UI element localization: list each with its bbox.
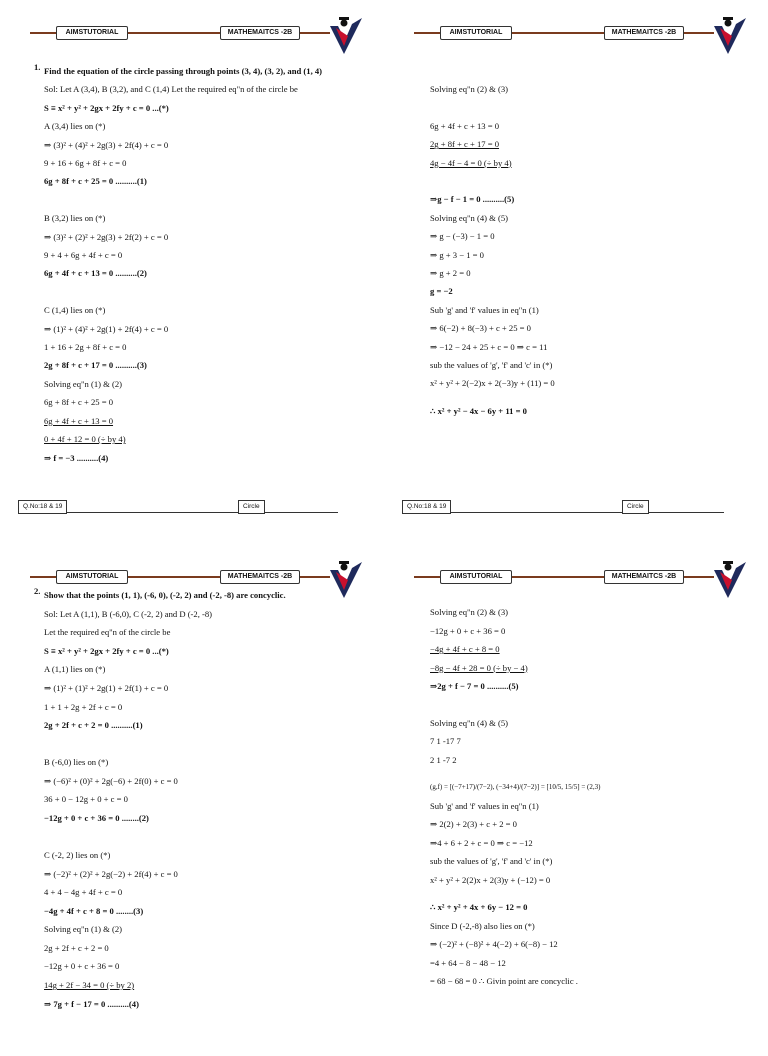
q1-left-line: ⇒ (3)² + (4)² + 2g(3) + 2f(4) + c = 0 bbox=[44, 139, 169, 150]
q2-right-line: =4 + 64 − 8 − 48 − 12 bbox=[430, 957, 506, 968]
q2-left-line: Sol: Let A (1,1), B (-6,0), C (-2, 2) and D (-2, -8) bbox=[44, 608, 213, 619]
q1-right-line: 2g + 8f + c + 17 = 0 bbox=[430, 139, 500, 150]
q1-right-line: Sub 'g' and 'f' values in eq"n (1) bbox=[430, 304, 539, 315]
q2-left-line: Let the required eq"n of the circle be bbox=[44, 627, 171, 638]
q1-left-line: 6g + 4f + c + 13 = 0 ..........(2) bbox=[44, 268, 147, 279]
header-badge-subject: MATHEMAITCS -2B bbox=[604, 26, 684, 40]
q2-right-line: (g,f) = [(−7+17)/(7−2), (−34+4)/(7−2)] = [10/5, 15/5] = (2,3) bbox=[430, 783, 601, 792]
q2-left-line: −4g + 4f + c + 8 = 0 ........(3) bbox=[44, 905, 144, 916]
q2-right-line: ⇒ 2(2) + 2(3) + c + 2 = 0 bbox=[430, 819, 517, 830]
q1-right-line: 6g + 4f + c + 13 = 0 bbox=[430, 120, 500, 131]
q2-left-line: −12g + 0 + c + 36 = 0 bbox=[44, 961, 120, 972]
q1-left-line: 2g + 8f + c + 17 = 0 ..........(3) bbox=[44, 360, 147, 371]
q2-left-line: ⇒ (−6)² + (0)² + 2g(−6) + 2f(0) + c = 0 bbox=[44, 775, 178, 786]
q1-left-line: 6g + 8f + c + 25 = 0 bbox=[44, 397, 114, 408]
q1-right-line: g = −2 bbox=[430, 286, 453, 297]
q2-right-line: −12g + 0 + c + 36 = 0 bbox=[430, 625, 506, 636]
header-badge-subject: MATHEMAITCS -2B bbox=[604, 570, 684, 584]
q2-left-line: 2g + 2f + c + 2 = 0 bbox=[44, 942, 109, 953]
q2-left-line: −12g + 0 + c + 36 = 0 ........(2) bbox=[44, 812, 149, 823]
q1-left-line: 0 + 4f + 12 = 0 (÷ by 4) bbox=[44, 434, 126, 445]
q1-right-line: sub the values of 'g', 'f' and 'c' in (*) bbox=[430, 360, 553, 371]
q1-left-line: 6g + 4f + c + 13 = 0 bbox=[44, 415, 114, 426]
q1-right-line: x² + y² + 2(−2)x + 2(−3)y + (11) = 0 bbox=[430, 378, 555, 389]
q1-left-line: S ≡ x² + y² + 2gx + 2fy + c = 0 ...(*) bbox=[44, 102, 169, 113]
question-1-number: 1. bbox=[34, 62, 41, 72]
q2-left-line: ⇒ 7g + f − 17 = 0 ..........(4) bbox=[44, 998, 139, 1009]
q2-right-line: ⇒4 + 6 + 2 + c = 0 ⇒ c = −12 bbox=[430, 837, 533, 848]
q2-left-line: B (-6,0) lies on (*) bbox=[44, 757, 109, 768]
question-2-number: 2. bbox=[34, 586, 41, 596]
q2-left-line: ⇒ (1)² + (1)² + 2g(1) + 2f(1) + c = 0 bbox=[44, 682, 169, 693]
q1-right-line: Solving eq"n (2) & (3) bbox=[430, 84, 508, 94]
q2-right-line: Since D (-2,-8) also lies on (*) bbox=[430, 920, 535, 931]
q1-left-line: 1 + 16 + 2g + 8f + c = 0 bbox=[44, 342, 127, 353]
q2-right-line: −8g − 4f + 28 = 0 (÷ by − 4) bbox=[430, 662, 528, 673]
logo-icon bbox=[712, 558, 748, 602]
q2-left-line: 2g + 2f + c + 2 = 0 ..........(1) bbox=[44, 720, 143, 731]
q1-left-line: C (1,4) lies on (*) bbox=[44, 305, 106, 316]
q2-right-line: = 68 − 68 = 0 ∴ Givin point are concyclic . bbox=[430, 976, 578, 987]
q1-right-line: ⇒ g − (−3) − 1 = 0 bbox=[430, 231, 495, 242]
q1-left-line: ⇒ (1)² + (4)² + 2g(1) + 2f(4) + c = 0 bbox=[44, 323, 169, 334]
q1-left-line: ⇒ (3)² + (2)² + 2g(3) + 2f(2) + c = 0 bbox=[44, 231, 169, 242]
footer-qno: Q.No:18 & 19 bbox=[402, 500, 451, 514]
question-2-text: Show that the points (1, 1), (-6, 0), (-2, 2) and (-2, -8) are concyclic. bbox=[44, 590, 286, 600]
q1-left-line: Solving eq"n (1) & (2) bbox=[44, 378, 122, 389]
q2-right-line: Solving eq"n (2) & (3) bbox=[430, 607, 508, 617]
q2-right-line: Sub 'g' and 'f' values in eq"n (1) bbox=[430, 800, 539, 811]
footer-qno: Q.No:18 & 19 bbox=[18, 500, 67, 514]
header-badge-aimstutorial: AIMSTUTORIAL bbox=[440, 570, 512, 584]
question-1-right-column bbox=[430, 80, 760, 420]
q2-left-line: 36 + 0 − 12g + 0 + c = 0 bbox=[44, 794, 128, 805]
q2-right-line: ⇒2g + f − 7 = 0 ..........(5) bbox=[430, 681, 519, 691]
footer-topic: Circle bbox=[622, 500, 649, 514]
header-badge-aimstutorial: AIMSTUTORIAL bbox=[56, 570, 128, 584]
q1-left-line: 6g + 8f + c + 25 = 0 ..........(1) bbox=[44, 176, 147, 187]
q2-left-line: 4 + 4 − 4g + 4f + c = 0 bbox=[44, 887, 123, 898]
q1-left-line: ⇒ f = −3 ..........(4) bbox=[44, 452, 109, 463]
q2-left-line: A (1,1) lies on (*) bbox=[44, 664, 106, 675]
q2-right-line: Solving eq"n (4) & (5) bbox=[430, 717, 508, 728]
header-badge-aimstutorial: AIMSTUTORIAL bbox=[56, 26, 128, 40]
footer-topic: Circle bbox=[238, 500, 265, 514]
q2-left-line: C (-2, 2) lies on (*) bbox=[44, 849, 111, 860]
q1-right-line: ⇒ −12 − 24 + 25 + c = 0 ⇒ c = 11 bbox=[430, 341, 548, 352]
header-badge-aimstutorial: AIMSTUTORIAL bbox=[440, 26, 512, 40]
question-2-left-column bbox=[44, 586, 374, 1013]
q2-right-line: 7 1 -17 7 bbox=[430, 736, 461, 747]
q1-right-line: ⇒ g + 3 − 1 = 0 bbox=[430, 249, 484, 260]
question-1-left-column bbox=[44, 62, 374, 467]
q2-right-line: ∴ x² + y² + 4x + 6y − 12 = 0 bbox=[430, 902, 528, 913]
q2-left-line: ⇒ (−2)² + (2)² + 2g(−2) + 2f(4) + c = 0 bbox=[44, 868, 178, 879]
q1-right-line: Solving eq"n (4) & (5) bbox=[430, 212, 508, 223]
question-2-right-column bbox=[430, 603, 760, 991]
question-1-text: Find the equation of the circle passing through points (3, 4), (3, 2), and (1, 4) bbox=[44, 66, 323, 76]
q2-left-line: 1 + 1 + 2g + 2f + c = 0 bbox=[44, 701, 123, 712]
q2-right-line: 2 1 -7 2 bbox=[430, 754, 457, 765]
q1-left-line: 9 + 4 + 6g + 4f + c = 0 bbox=[44, 250, 123, 261]
q2-right-line: −4g + 4f + c + 8 = 0 bbox=[430, 644, 500, 654]
logo-icon bbox=[712, 14, 748, 58]
q1-left-line: 9 + 16 + 6g + 8f + c = 0 bbox=[44, 158, 127, 169]
q2-left-line: 14g + 2f − 34 = 0 (÷ by 2) bbox=[44, 980, 135, 991]
q1-right-line: ⇒ 6(−2) + 8(−3) + c + 25 = 0 bbox=[430, 323, 531, 334]
q1-right-line: ⇒g − f − 1 = 0 ..........(5) bbox=[430, 194, 515, 205]
q1-right-line: 4g − 4f − 4 = 0 (÷ by 4) bbox=[430, 157, 512, 168]
logo-icon bbox=[328, 14, 364, 58]
q1-left-line: A (3,4) lies on (*) bbox=[44, 121, 106, 132]
q2-left-line: S ≡ x² + y² + 2gx + 2fy + c = 0 ...(*) bbox=[44, 645, 169, 656]
q1-left-line: B (3,2) lies on (*) bbox=[44, 213, 106, 224]
q1-left-line: Sol: Let A (3,4), B (3,2), and C (1,4) Let the required eq"n of the circle be bbox=[44, 84, 298, 95]
q1-right-line: ∴ x² + y² − 4x − 6y + 11 = 0 bbox=[430, 405, 527, 416]
q2-right-line: sub the values of 'g', 'f' and 'c' in (*) bbox=[430, 856, 553, 867]
header-badge-subject: MATHEMAITCS -2B bbox=[220, 26, 300, 40]
q2-right-line: x² + y² + 2(2)x + 2(3)y + (−12) = 0 bbox=[430, 874, 551, 885]
q2-right-line: ⇒ (−2)² + (−8)² + 4(−2) + 6(−8) − 12 bbox=[430, 939, 558, 950]
header-badge-subject: MATHEMAITCS -2B bbox=[220, 570, 300, 584]
q1-right-line: ⇒ g + 2 = 0 bbox=[430, 268, 471, 279]
q2-left-line: Solving eq"n (1) & (2) bbox=[44, 924, 122, 935]
